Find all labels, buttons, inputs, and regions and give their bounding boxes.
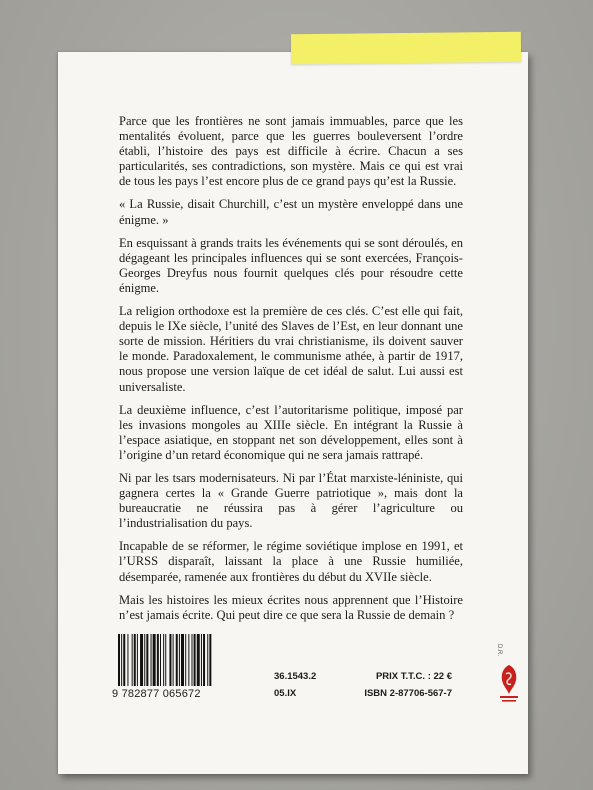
barcode-bar — [165, 634, 166, 686]
barcode-bar — [201, 634, 202, 686]
barcode-bar — [197, 634, 200, 686]
barcode-bar — [144, 634, 145, 686]
barcode-bar — [140, 634, 143, 686]
catalog-code-1: 36.1543.2 — [274, 671, 317, 682]
blurb-paragraph-8: Mais les histoires les mieux écrites nous apprennent que l’Histoire n’est jamais écrite. Qui peut dire ce que sera la Russie de demain ? — [119, 592, 463, 622]
barcode-bar — [181, 634, 184, 686]
publisher-logo-icon — [498, 664, 520, 704]
catalog-code-2: 05.IX — [274, 688, 297, 699]
barcode-bar — [185, 634, 186, 686]
blurb-text — [119, 114, 463, 631]
blurb-paragraph-5: La deuxième influence, c’est l’autoritarisme politique, imposé par les invasions mongoles au XIIIe siècle. En intégrant la Russie à l’espace asiatique, en stoppant net son développement, elles sont à l’origine d’un retard économique qui ne sera jamais rattrapé. — [119, 402, 463, 462]
barcode — [112, 634, 230, 710]
barcode-bar — [207, 634, 208, 686]
blurb-paragraph-1: Parce que les frontières ne sont jamais immuables, parce que les mentalités évoluent, parce que les guerres bouleversent l’ordre établi, l’histoire des pays est difficile à écrire. Chacun a ses particularités, ses contradictions, son mystère. Mais ce qui est vrai de tous les pays l’est encore plus de ce grand pays qu’est la Russie. — [119, 114, 463, 189]
barcode-bar — [153, 634, 156, 686]
barcode-bar — [160, 634, 161, 686]
barcode-bar — [203, 634, 205, 686]
barcode-bar — [157, 634, 159, 686]
blurb-paragraph-7: Incapable de se réformer, le régime soviétique implose en 1991, et l’URSS disparaît, laissant la place à une Russie humiliée, désemparée, ramenée aux frontières du début du XVIIe siècle. — [119, 539, 463, 584]
barcode-bar — [163, 634, 164, 686]
barcode-bar — [151, 634, 152, 686]
blurb-paragraph-6: Ni par les tsars modernisateurs. Ni par l’État marxiste-léniniste, qui gagnera certes la « Grande Guerre patriotique », mais dont la bureaucratie ne réussira pas à gérer l’agriculture ou l’industrialisation du pays. — [119, 470, 463, 531]
barcode-bar — [173, 634, 174, 686]
barcode-bar — [194, 634, 196, 686]
barcode-bar — [169, 634, 171, 686]
barcode-bar — [176, 634, 178, 686]
barcode-bar — [132, 634, 133, 686]
photo-credit: D.R. — [496, 644, 502, 656]
barcode-bar — [137, 634, 138, 686]
barcode-bar — [188, 634, 189, 686]
price-block — [348, 668, 452, 702]
barcode-icon — [112, 634, 230, 688]
barcode-bar — [179, 634, 180, 686]
barcode-bar — [209, 634, 211, 686]
blurb-paragraph-4: La religion orthodoxe est la première de ces clés. C’est elle qui fait, depuis le IXe siècle, l’unité des Slaves de l’Est, en leur donnant une sorte de mission. Héritiers du vrai christianisme, ils doivent sauver le monde. Paradoxalement, le communisme athée, à partir de 1917, nous propose une version laïque de cet idéal de salut. Lui aussi est universaliste. — [119, 304, 463, 394]
blurb-paragraph-3: En esquissant à grands traits les événements qui se sont déroulés, en dégageant les principales influences qui se sont exercées, François-Georges Dreyfus nous fournit quelques clés pour résoudre cette énigme. — [119, 235, 463, 295]
barcode-bar — [121, 634, 122, 686]
barcode-bar — [192, 634, 193, 686]
price-label: PRIX T.T.C. : 22 € — [375, 671, 452, 682]
barcode-bar — [118, 634, 120, 686]
barcode-number: 9 782877 065672 — [112, 688, 201, 700]
barcode-bar — [146, 634, 148, 686]
catalog-codes — [274, 668, 316, 702]
book-back-cover — [58, 52, 528, 774]
barcode-bar — [134, 634, 136, 686]
sticky-note — [291, 32, 521, 64]
barcode-bar — [123, 634, 125, 686]
barcode-bar — [127, 634, 128, 686]
blurb-paragraph-2: « La Russie, disait Churchill, c’est un mystère enveloppé dans une énigme. » — [119, 197, 463, 227]
isbn-label: ISBN 2-87706-567-7 — [364, 688, 452, 699]
